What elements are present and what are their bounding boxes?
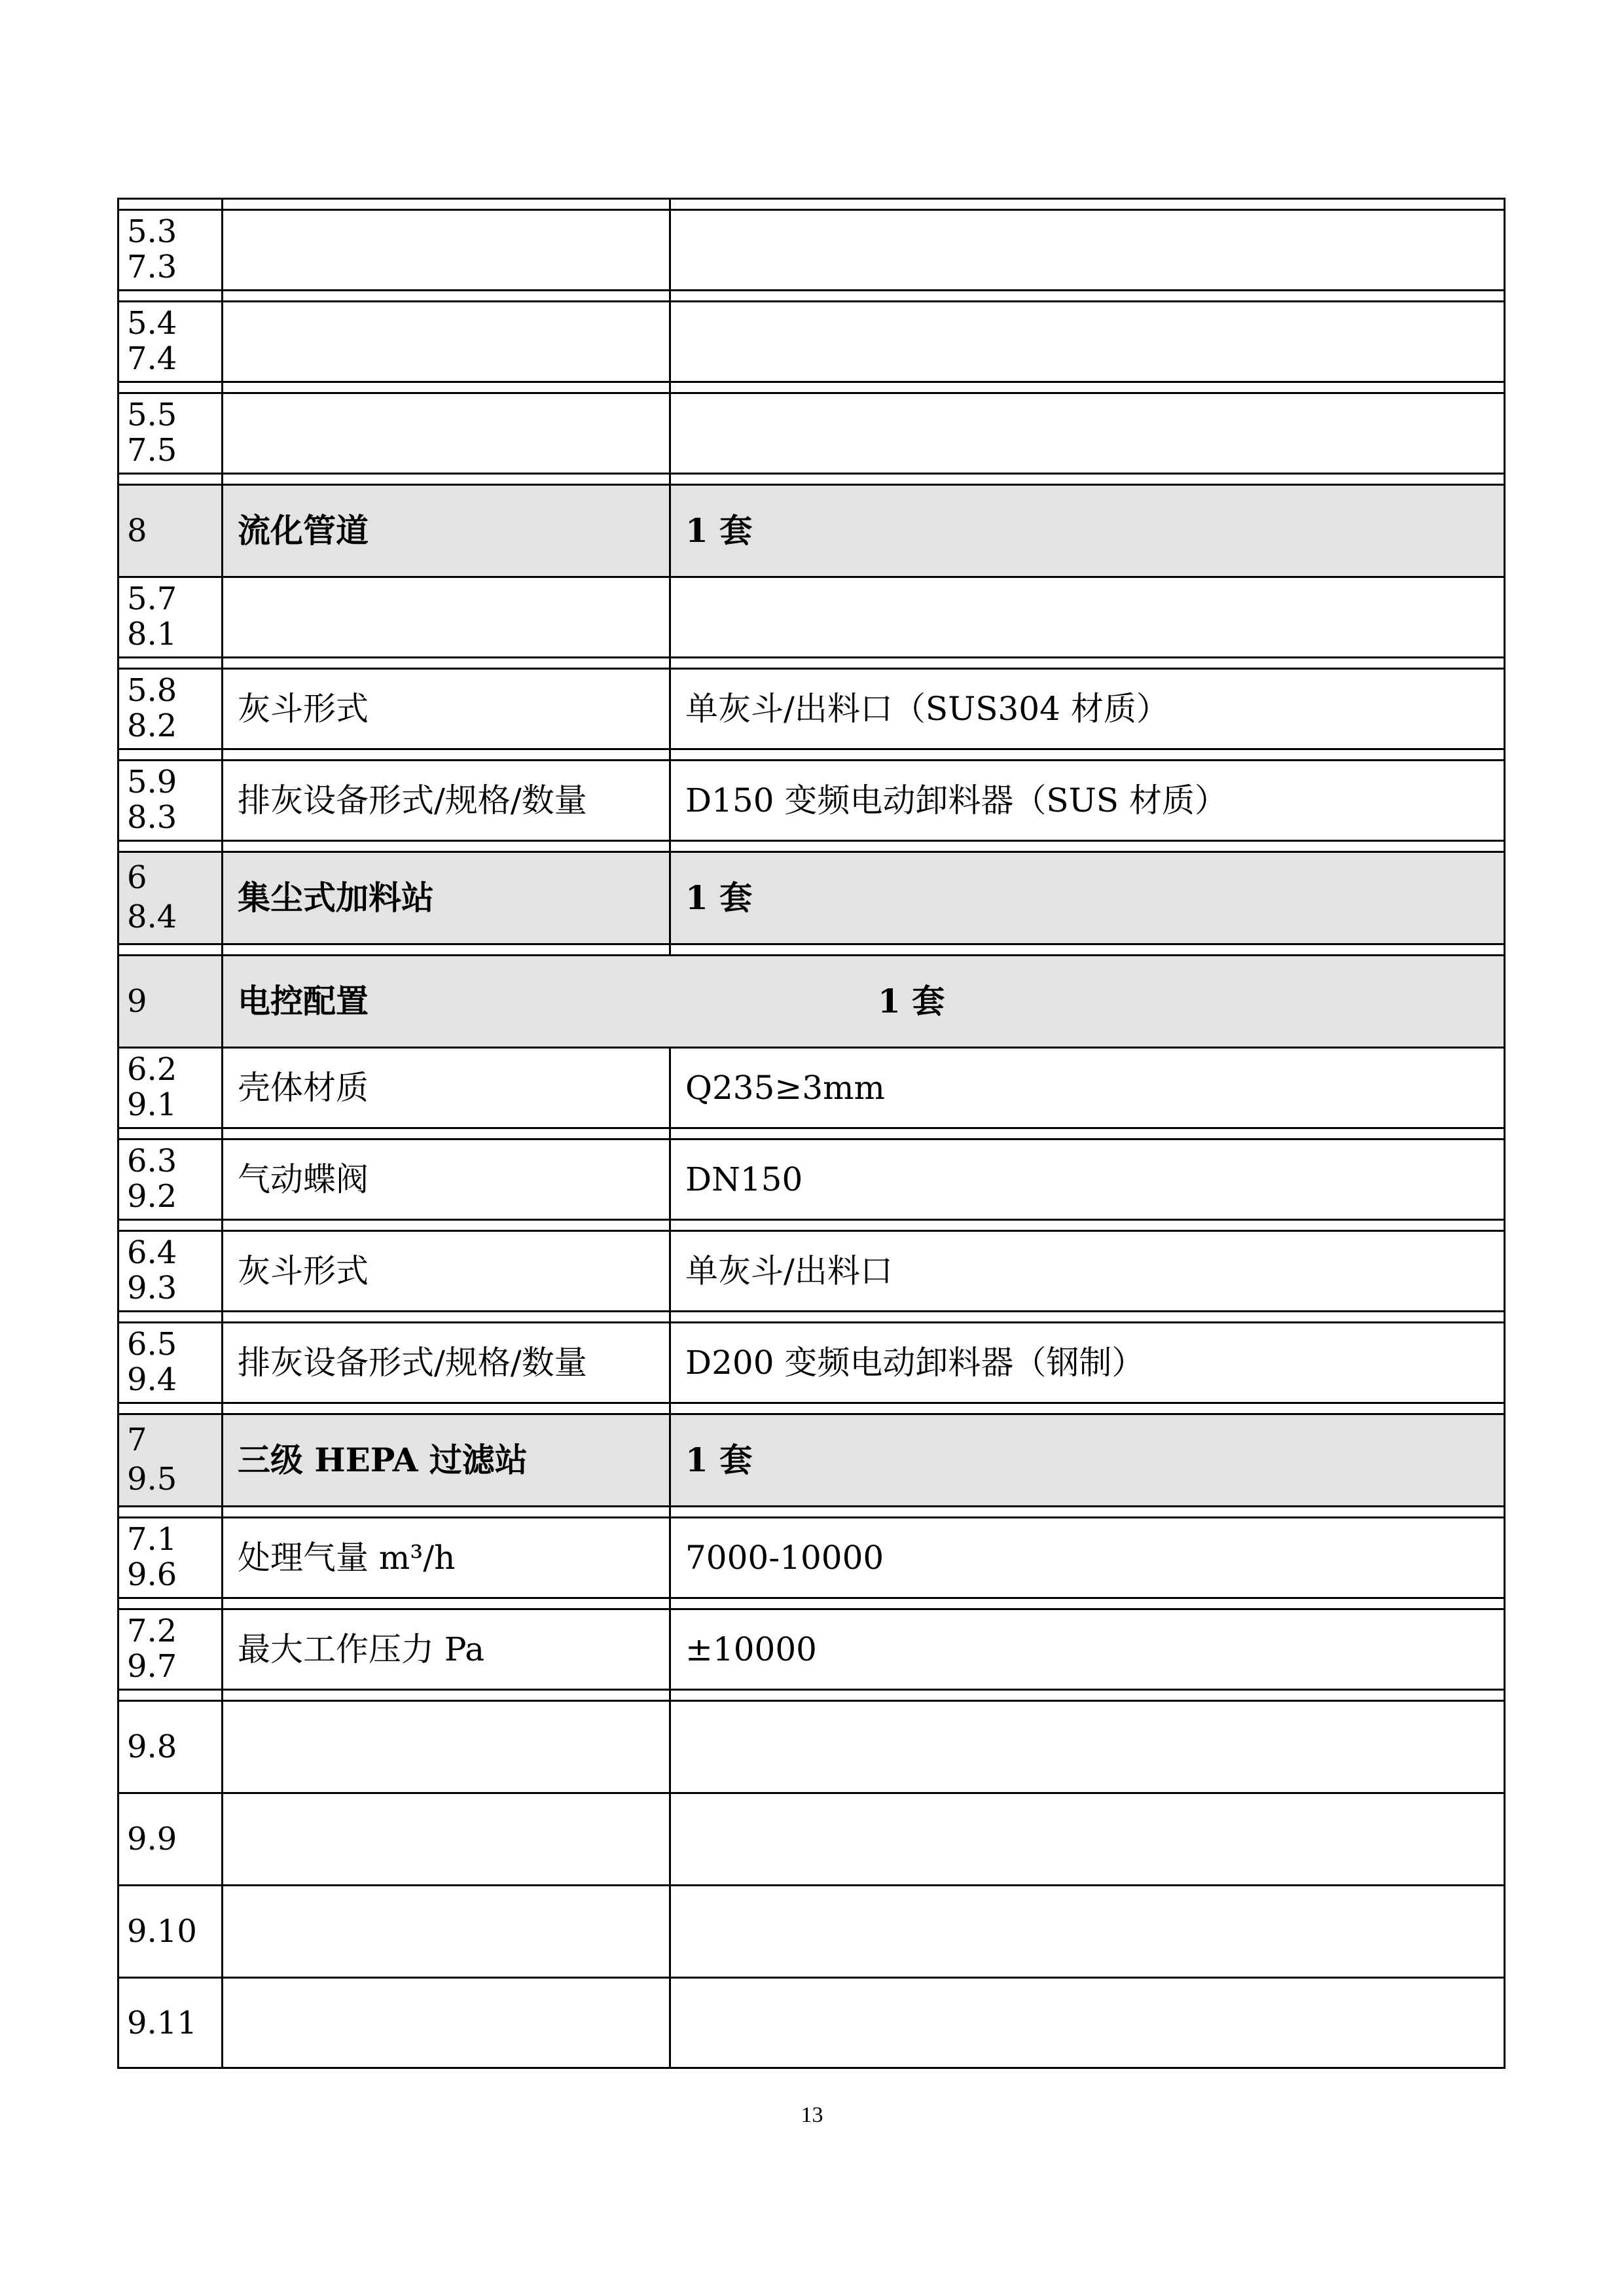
item-name-cell: [221, 945, 669, 954]
item-quantity: 1 套: [878, 982, 945, 1020]
item-number: 7.2: [127, 1613, 177, 1649]
item-number-cell: [119, 1140, 221, 1219]
item-name: 灰斗形式: [238, 1252, 369, 1290]
table-section-row: [117, 1413, 1506, 1505]
item-value-cell: [669, 1323, 1504, 1402]
item-name-cell: [221, 475, 669, 484]
item-number-cell: [119, 1691, 221, 1700]
item-name: 处理气量 m³/h: [238, 1539, 456, 1577]
item-name-cell: [221, 1232, 669, 1310]
item-value: 单灰斗/出料口: [685, 1252, 893, 1290]
item-value-cell: [669, 1221, 1504, 1230]
table-row: [117, 300, 1506, 381]
item-number-cell: [119, 291, 221, 300]
item-number-alt: 9.4: [127, 1361, 177, 1398]
item-number-alt: 8.4: [127, 899, 177, 935]
item-number-alt: 9.7: [127, 1648, 177, 1685]
item-value-cell: [669, 383, 1504, 392]
item-value-cell: [669, 1049, 1504, 1127]
item-name-cell: [221, 383, 669, 392]
table-row: [117, 392, 1506, 473]
item-number-alt: 7.4: [127, 340, 177, 377]
table-spacer-row: [117, 656, 1506, 668]
item-name-cell: [221, 658, 669, 668]
item-name-cell: [221, 1323, 669, 1402]
item-number-cell: [119, 1312, 221, 1321]
item-value: D150 变频电动卸料器（SUS 材质）: [685, 781, 1227, 819]
item-value-cell: [669, 1507, 1504, 1516]
table-spacer-row: [117, 473, 1506, 484]
item-number-alt: 8.3: [127, 799, 177, 836]
table-spacer-row: [117, 748, 1506, 759]
item-value: 1 套: [685, 1441, 753, 1479]
item-name-cell: [221, 761, 669, 840]
item-number: 8: [127, 512, 147, 549]
table-section-row: [117, 851, 1506, 943]
item-name: 气动蝶阀: [238, 1160, 369, 1198]
item-number-cell: [119, 658, 221, 668]
item-value: D200 变频电动卸料器（钢制）: [685, 1344, 1145, 1382]
table-spacer-row: [117, 943, 1506, 954]
table-row: [117, 1516, 1506, 1597]
item-number-cell: [119, 1221, 221, 1230]
item-name-cell: [221, 1518, 669, 1597]
item-number-cell: [119, 945, 221, 954]
item-value: DN150: [685, 1160, 803, 1198]
table-spacer-row: [117, 840, 1506, 851]
item-number: 5.3: [127, 213, 177, 250]
item-value-cell: [669, 211, 1504, 289]
item-name-cell: [221, 1979, 669, 2067]
item-number: 5.9: [127, 764, 177, 800]
item-value: 1 套: [685, 511, 753, 550]
item-name-cell: [221, 291, 669, 300]
item-number-cell: [119, 1702, 221, 1792]
item-name-cell: [221, 1404, 669, 1413]
table-section-row: [117, 484, 1506, 576]
item-number: 6.4: [127, 1234, 177, 1271]
table-row: [117, 1884, 1506, 1977]
item-name-cell: [221, 842, 669, 851]
item-value-cell: [669, 1232, 1504, 1310]
table-row: [117, 1230, 1506, 1310]
item-name-cell: [221, 394, 669, 473]
item-value-cell: [669, 1312, 1504, 1321]
table-row: [117, 1792, 1506, 1884]
item-number-alt: 9.3: [127, 1270, 177, 1306]
table-row: [117, 576, 1506, 656]
item-number-alt: 9.1: [127, 1086, 177, 1123]
item-value: 1 套: [685, 878, 753, 917]
item-number-cell: [119, 761, 221, 840]
item-number: 6.5: [127, 1326, 177, 1363]
table-spacer-row: [117, 198, 1506, 209]
table-spacer-row: [117, 1402, 1506, 1413]
item-value-cell: [669, 200, 1504, 209]
item-value-cell: [669, 1129, 1504, 1138]
item-value-cell: [669, 842, 1504, 851]
item-number-cell: [119, 1886, 221, 1977]
item-value-cell: [669, 750, 1504, 759]
item-number-cell: [119, 1129, 221, 1138]
item-value-cell: [669, 1610, 1504, 1689]
item-value: 7000-10000: [685, 1539, 884, 1577]
item-number-cell: [119, 1232, 221, 1310]
item-value: 单灰斗/出料口（SUS304 材质）: [685, 690, 1169, 728]
item-name-cell: [221, 486, 669, 576]
item-value-cell: [669, 1691, 1504, 1700]
item-number-cell: [119, 1610, 221, 1689]
spec-table: [117, 198, 1506, 2069]
item-number: 5.8: [127, 672, 177, 709]
item-name-cell: [221, 1610, 669, 1689]
item-value-cell: [669, 1404, 1504, 1413]
table-row: [117, 209, 1506, 289]
item-number-cell: [119, 1794, 221, 1884]
table-row: [117, 1321, 1506, 1402]
item-number-cell: [119, 956, 221, 1047]
item-number-cell: [119, 853, 221, 943]
item-name: 最大工作压力 Pa: [238, 1630, 485, 1668]
item-name-cell: [221, 1221, 669, 1230]
item-value-cell: [669, 578, 1504, 656]
item-number-cell: [119, 211, 221, 289]
item-number: 7: [127, 1422, 147, 1458]
item-value: Q235≥3mm: [685, 1069, 885, 1107]
item-name-cell: [221, 1129, 669, 1138]
table-section-row: [117, 954, 1506, 1047]
item-number: 9.11: [127, 2004, 197, 2041]
item-number-cell: [119, 1979, 221, 2067]
table-row: [117, 1608, 1506, 1689]
item-value-cell: [669, 302, 1504, 381]
item-value-cell: [669, 475, 1504, 484]
item-number: 9: [127, 983, 147, 1020]
item-number: 6.2: [127, 1051, 177, 1088]
table-spacer-row: [117, 1689, 1506, 1700]
item-number-cell: [119, 1507, 221, 1516]
item-value-cell: [669, 1599, 1504, 1608]
item-value-cell: [669, 1518, 1504, 1597]
item-name-cell: [221, 1049, 669, 1127]
item-number: 5.5: [127, 397, 177, 433]
item-value-cell: [669, 1886, 1504, 1977]
item-number-cell: [119, 200, 221, 209]
item-number-cell: [119, 670, 221, 748]
item-name-cell: [221, 1691, 669, 1700]
table-row: [117, 1977, 1506, 2069]
item-name: 流化管道: [238, 511, 369, 550]
item-name-cell: [221, 1415, 669, 1505]
table-row: [117, 1700, 1506, 1792]
item-name-cell: [221, 1794, 669, 1884]
item-name-cell: [221, 1599, 669, 1608]
table-spacer-row: [117, 1127, 1506, 1138]
item-number-cell: [119, 383, 221, 392]
item-name-cell: [221, 200, 669, 209]
item-number-alt: 8.2: [127, 708, 177, 744]
item-value-cell: [669, 1979, 1504, 2067]
item-number-alt: 8.1: [127, 616, 177, 653]
item-number-alt: 7.3: [127, 249, 177, 285]
item-number-cell: [119, 1404, 221, 1413]
item-number-cell: [119, 302, 221, 381]
item-number-alt: 9.5: [127, 1461, 177, 1498]
item-value-cell: [669, 761, 1504, 840]
item-number: 6: [127, 859, 147, 896]
item-number: 9.8: [127, 1729, 177, 1765]
item-name: 壳体材质: [238, 1069, 369, 1107]
item-value-cell: [669, 1140, 1504, 1219]
item-number-cell: [119, 394, 221, 473]
item-name-cell: [221, 578, 669, 656]
item-name: 电控配置: [238, 982, 369, 1020]
item-value-cell: [669, 486, 1504, 576]
item-name: 排灰设备形式/规格/数量: [238, 1344, 587, 1382]
item-name-cell: [221, 302, 669, 381]
item-number-alt: 7.5: [127, 432, 177, 469]
item-name-cell: [221, 750, 669, 759]
item-name-cell: [221, 1507, 669, 1516]
item-name-cell: [221, 1312, 669, 1321]
item-number: 5.4: [127, 305, 177, 342]
item-number: 7.1: [127, 1521, 177, 1558]
item-value: ±10000: [685, 1630, 817, 1668]
item-number-cell: [119, 578, 221, 656]
table-spacer-row: [117, 1597, 1506, 1608]
item-value-cell: [669, 658, 1504, 668]
table-spacer-row: [117, 1505, 1506, 1516]
item-number-cell: [119, 486, 221, 576]
item-name: 三级 HEPA 过滤站: [238, 1441, 528, 1479]
item-number: 6.3: [127, 1143, 177, 1179]
item-number-alt: 9.2: [127, 1178, 177, 1215]
item-value-cell: [669, 1702, 1504, 1792]
item-name-cell: [221, 1886, 669, 1977]
item-name-cell: [221, 670, 669, 748]
table-spacer-row: [117, 381, 1506, 392]
item-value-cell: [669, 394, 1504, 473]
item-number: 9.9: [127, 1821, 177, 1857]
page-number: 13: [801, 2103, 823, 2127]
item-number: 5.7: [127, 581, 177, 617]
item-number-cell: [119, 842, 221, 851]
table-row: [117, 1047, 1506, 1127]
item-value-cell: [669, 291, 1504, 300]
item-name-cell: [221, 1140, 669, 1219]
table-spacer-row: [117, 289, 1506, 300]
item-name-cell: [221, 211, 669, 289]
item-value-cell: [669, 945, 1504, 954]
item-name: 排灰设备形式/规格/数量: [238, 781, 587, 819]
item-number-cell: [119, 750, 221, 759]
table-spacer-row: [117, 1310, 1506, 1321]
item-value-cell: [669, 1794, 1504, 1884]
item-value-cell: [669, 1415, 1504, 1505]
item-number-cell: [119, 1415, 221, 1505]
item-number-cell: [119, 1599, 221, 1608]
table-row: [117, 1138, 1506, 1219]
table-row: [117, 759, 1506, 840]
item-number-cell: [119, 1518, 221, 1597]
item-name-cell: [221, 956, 1504, 1047]
item-number: 9.10: [127, 1913, 197, 1950]
item-value-cell: [669, 853, 1504, 943]
item-number-cell: [119, 1049, 221, 1127]
item-name-cell: [221, 1702, 669, 1792]
table-row: [117, 668, 1506, 748]
item-number-cell: [119, 1323, 221, 1402]
item-name: 集尘式加料站: [238, 878, 434, 917]
item-name: 灰斗形式: [238, 690, 369, 728]
item-name-cell: [221, 853, 669, 943]
item-value-cell: [669, 670, 1504, 748]
item-number-alt: 9.6: [127, 1556, 177, 1593]
table-spacer-row: [117, 1219, 1506, 1230]
item-number-cell: [119, 475, 221, 484]
